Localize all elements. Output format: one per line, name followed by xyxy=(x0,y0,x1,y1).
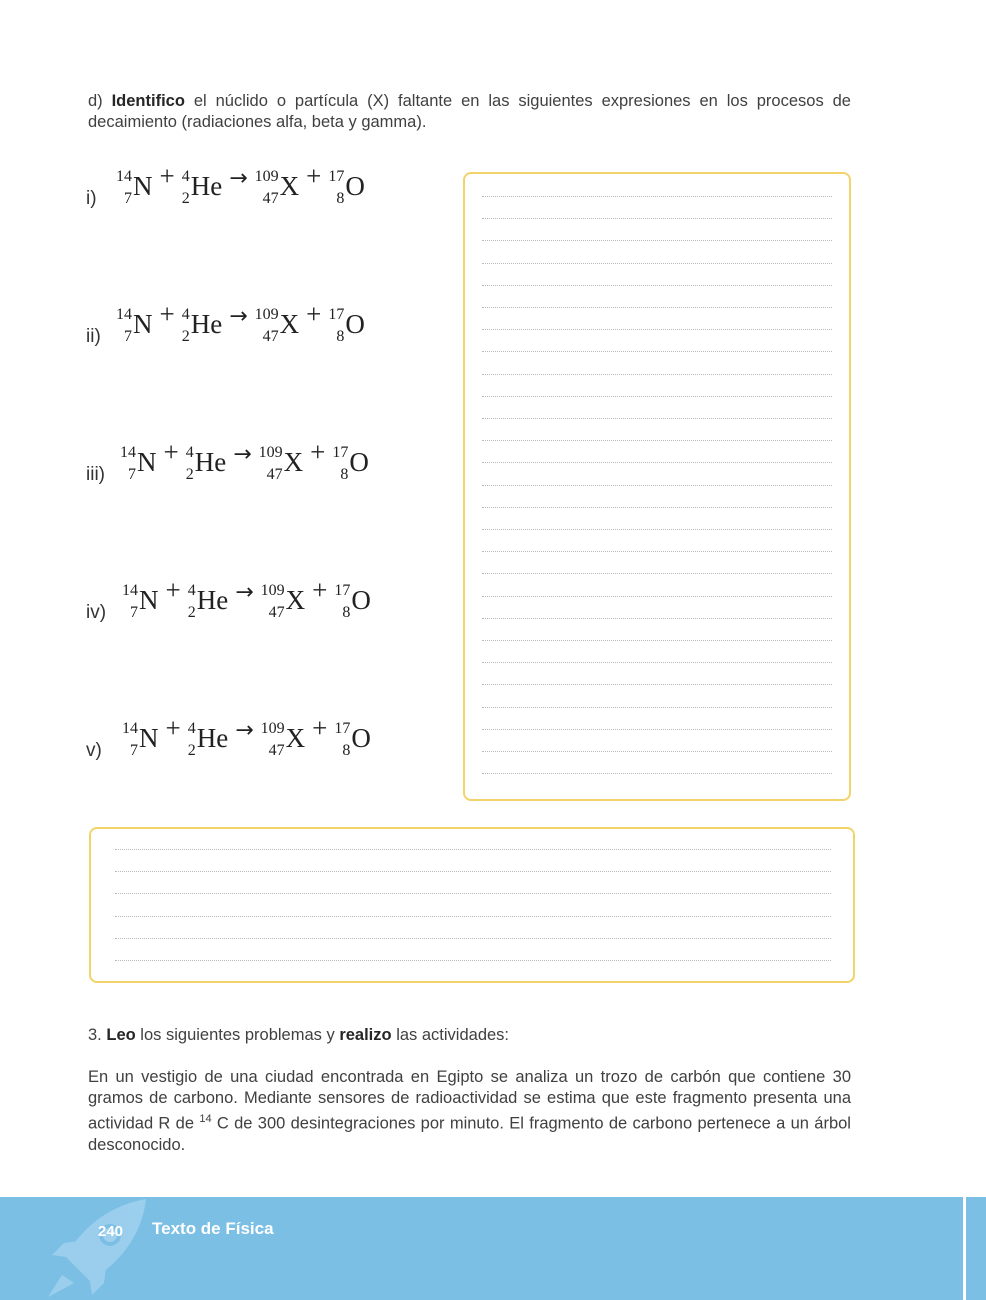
equation-label: i) xyxy=(86,188,97,209)
writing-line xyxy=(482,485,832,486)
mass-number: 17 xyxy=(334,581,351,599)
mass-number: 109 xyxy=(260,719,285,737)
atomic-number: 7 xyxy=(124,189,132,207)
mass-number: 109 xyxy=(260,581,285,599)
mass-number: 109 xyxy=(258,443,283,461)
writing-line xyxy=(482,374,832,375)
mass-number: 14 xyxy=(120,443,136,461)
element-symbol: He xyxy=(196,723,229,753)
writing-line xyxy=(482,596,832,597)
mass-number: 17 xyxy=(332,443,349,461)
mass-number: 17 xyxy=(334,719,351,737)
atomic-number: 47 xyxy=(262,189,279,207)
page-number: 240 xyxy=(98,1223,124,1240)
writing-line xyxy=(115,871,831,872)
instruction-d-text: el núclido o partícula (X) faltante en las siguientes expresiones en los procesos de decaimiento (radiaciones alfa, beta y gamma). xyxy=(88,92,851,131)
writing-line xyxy=(482,196,832,197)
atomic-number: 7 xyxy=(128,465,136,483)
plus-sign: + xyxy=(306,160,322,191)
plus-sign: + xyxy=(306,298,322,329)
nuclide xyxy=(258,443,304,483)
writing-line xyxy=(482,307,832,308)
writing-line xyxy=(482,662,832,663)
writing-line xyxy=(482,751,832,752)
plus-sign: + xyxy=(165,574,181,605)
nuclide xyxy=(328,167,365,207)
instruction-d-bold: Identifico xyxy=(111,92,185,110)
atomic-number: 2 xyxy=(187,741,196,759)
footer-title: Texto de Física xyxy=(152,1219,274,1238)
instruction-3 xyxy=(88,1025,851,1046)
equation-label: iv) xyxy=(86,602,107,623)
nuclide xyxy=(181,305,223,345)
writing-line xyxy=(482,707,832,708)
writing-line xyxy=(482,640,832,641)
nuclide xyxy=(187,719,229,759)
element-symbol: N xyxy=(133,309,153,339)
equation xyxy=(122,574,371,621)
element-symbol: O xyxy=(351,723,371,753)
mass-number: 4 xyxy=(185,443,194,461)
answer-box-notes[interactable] xyxy=(89,827,855,983)
instruction-3-bold-realizo: realizo xyxy=(339,1026,392,1044)
footer-edge xyxy=(966,1197,986,1300)
writing-line xyxy=(482,773,832,774)
nuclide xyxy=(332,443,369,483)
element-symbol: He xyxy=(196,585,229,615)
instruction-d xyxy=(88,91,851,133)
problem-paragraph xyxy=(88,1067,851,1156)
element-symbol: He xyxy=(190,309,223,339)
mass-number: 17 xyxy=(328,305,345,323)
mass-number: 14 xyxy=(122,581,138,599)
nuclide xyxy=(254,167,300,207)
problem-text-2: C de 300 desintegraciones por minuto. El fragmento de carbono pertenece a un árbol desconocido. xyxy=(88,1114,851,1154)
mass-number: 4 xyxy=(187,719,196,737)
atomic-number: 47 xyxy=(262,327,279,345)
carbon-isotope-sup: 14 xyxy=(199,1113,212,1125)
reaction-arrow: → xyxy=(229,165,248,191)
atomic-number: 8 xyxy=(336,327,345,345)
writing-line xyxy=(482,285,832,286)
plus-sign: + xyxy=(312,574,328,605)
atomic-number: 8 xyxy=(340,465,349,483)
mass-number: 14 xyxy=(122,719,138,737)
element-symbol: X xyxy=(283,447,304,477)
mass-number: 4 xyxy=(181,167,190,185)
writing-line xyxy=(482,729,832,730)
writing-line xyxy=(115,893,831,894)
element-symbol: X xyxy=(279,309,300,339)
equation-label: v) xyxy=(86,740,102,761)
writing-line xyxy=(482,396,832,397)
writing-line xyxy=(482,240,832,241)
plus-sign: + xyxy=(310,436,326,467)
writing-line xyxy=(482,351,832,352)
writing-line xyxy=(482,462,832,463)
equation xyxy=(116,160,365,207)
writing-line xyxy=(115,849,831,850)
plus-sign: + xyxy=(163,436,179,467)
problem-text-1: En un vestigio de una ciudad encontrada en Egipto se analiza un trozo de carbón que contiene 30 gramos de carbono. Mediante sensores de radioactividad se estima que este fragmento presenta una actividad R de xyxy=(88,1068,851,1133)
writing-line xyxy=(482,263,832,264)
page-footer xyxy=(0,1197,986,1300)
instruction-3-end: las actividades: xyxy=(396,1026,510,1044)
plus-sign: + xyxy=(159,298,175,329)
nuclide xyxy=(185,443,227,483)
writing-line xyxy=(482,218,832,219)
instruction-3-number: 3. xyxy=(88,1026,102,1044)
mass-number: 17 xyxy=(328,167,345,185)
nuclide xyxy=(260,581,306,621)
mass-number: 109 xyxy=(254,167,279,185)
mass-number: 109 xyxy=(254,305,279,323)
atomic-number: 2 xyxy=(181,327,190,345)
nuclide xyxy=(181,167,223,207)
instruction-3-mid: los siguientes problemas y xyxy=(140,1026,335,1044)
nuclide xyxy=(122,581,159,621)
nuclide xyxy=(116,167,153,207)
atomic-number: 8 xyxy=(342,741,351,759)
nuclide xyxy=(120,443,157,483)
answer-box-equations[interactable] xyxy=(463,172,851,801)
atomic-number: 47 xyxy=(268,741,285,759)
equation xyxy=(122,712,371,759)
element-symbol: O xyxy=(345,309,365,339)
reaction-arrow: → xyxy=(235,717,254,743)
writing-line xyxy=(482,329,832,330)
writing-line xyxy=(482,551,832,552)
atomic-number: 47 xyxy=(266,465,283,483)
atomic-number: 7 xyxy=(124,327,132,345)
writing-line xyxy=(482,618,832,619)
reaction-arrow: → xyxy=(233,441,252,467)
atomic-number: 8 xyxy=(342,603,351,621)
reaction-arrow: → xyxy=(229,303,248,329)
reaction-arrow: → xyxy=(235,579,254,605)
atomic-number: 2 xyxy=(187,603,196,621)
nuclide xyxy=(334,581,371,621)
nuclide xyxy=(116,305,153,345)
equation-label: ii) xyxy=(86,326,101,347)
element-symbol: He xyxy=(190,171,223,201)
writing-line xyxy=(482,418,832,419)
element-symbol: X xyxy=(279,171,300,201)
writing-line xyxy=(482,573,832,574)
equation-row xyxy=(86,436,426,486)
element-symbol: N xyxy=(139,585,159,615)
writing-line xyxy=(482,440,832,441)
element-symbol: O xyxy=(351,585,371,615)
plus-sign: + xyxy=(159,160,175,191)
equation-row xyxy=(86,298,426,348)
element-symbol: N xyxy=(139,723,159,753)
atomic-number: 2 xyxy=(185,465,194,483)
mass-number: 4 xyxy=(187,581,196,599)
nuclide xyxy=(187,581,229,621)
atomic-number: 2 xyxy=(181,189,190,207)
equation-row xyxy=(86,160,426,210)
nuclide xyxy=(328,305,365,345)
mass-number: 14 xyxy=(116,305,132,323)
atomic-number: 8 xyxy=(336,189,345,207)
equation-row xyxy=(86,712,426,762)
element-symbol: N xyxy=(137,447,157,477)
nuclide xyxy=(122,719,159,759)
writing-line xyxy=(482,529,832,530)
element-symbol: X xyxy=(285,585,306,615)
instruction-d-letter: d) xyxy=(88,92,103,110)
writing-line xyxy=(115,938,831,939)
element-symbol: N xyxy=(133,171,153,201)
equation-row xyxy=(86,574,426,624)
nuclide xyxy=(260,719,306,759)
atomic-number: 47 xyxy=(268,603,285,621)
atomic-number: 7 xyxy=(130,603,138,621)
writing-line xyxy=(482,684,832,685)
nuclide xyxy=(334,719,371,759)
plus-sign: + xyxy=(165,712,181,743)
mass-number: 14 xyxy=(116,167,132,185)
nuclide xyxy=(254,305,300,345)
instruction-3-bold-leo: Leo xyxy=(106,1026,136,1044)
atomic-number: 7 xyxy=(130,741,138,759)
equation xyxy=(120,436,369,483)
element-symbol: X xyxy=(285,723,306,753)
equation xyxy=(116,298,365,345)
mass-number: 4 xyxy=(181,305,190,323)
writing-line xyxy=(115,916,831,917)
writing-line xyxy=(482,507,832,508)
element-symbol: He xyxy=(194,447,227,477)
element-symbol: O xyxy=(349,447,369,477)
writing-line xyxy=(115,960,831,961)
equation-label: iii) xyxy=(86,464,105,485)
plus-sign: + xyxy=(312,712,328,743)
element-symbol: O xyxy=(345,171,365,201)
rocket-icon xyxy=(46,1197,156,1300)
